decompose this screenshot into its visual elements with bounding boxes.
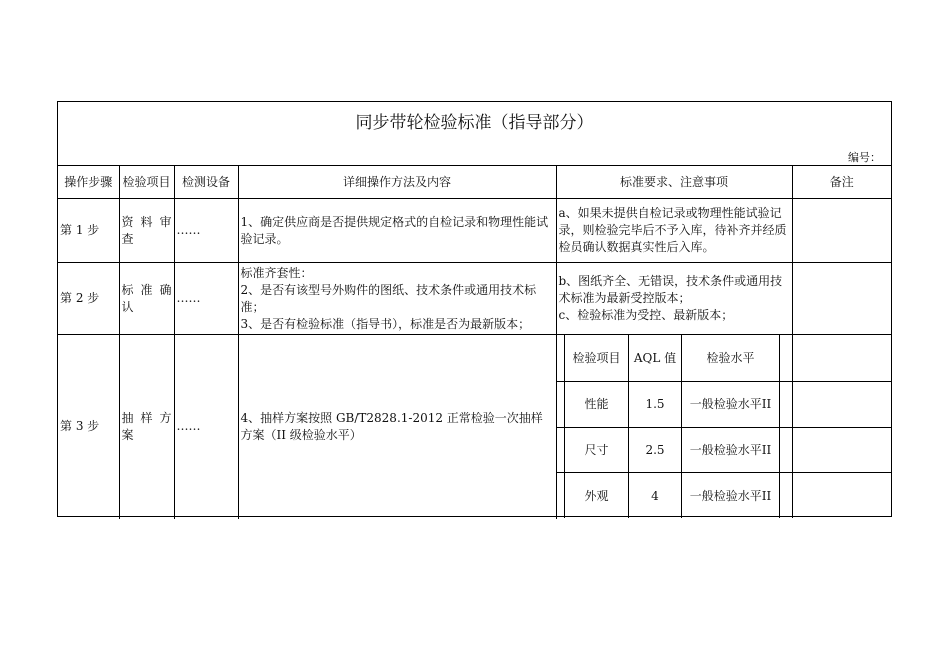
sampling-row	[557, 427, 892, 472]
method-cell: 4、抽样方案按照 GB/T2828.1-2012 正常检验一次抽样方案（II 级检验水平）	[238, 335, 556, 519]
sampling-plan-cell	[556, 335, 891, 519]
sampling-item: 性能	[565, 381, 629, 427]
step-cell: 第 2 步	[58, 263, 119, 335]
sampling-level: 一般检验水平II	[682, 381, 780, 427]
header-item: 检验项目	[119, 166, 174, 199]
requirement-line: b、图纸齐全、无错误，技术条件或通用技术标准为最新受控版本；	[558, 274, 783, 305]
sampling-aql: 4	[629, 472, 682, 518]
sampling-plan-table	[557, 335, 892, 518]
equipment-cell: ……	[174, 335, 238, 519]
sampling-row	[557, 381, 892, 427]
item-cell: 标 准 确认	[119, 263, 174, 335]
header-equipment: 检测设备	[174, 166, 238, 199]
step-cell: 第 1 步	[58, 199, 119, 263]
requirement-cell	[556, 263, 792, 335]
remark-cell	[793, 335, 892, 381]
requirement-line: c、检验标准为受控、最新版本；	[558, 308, 734, 322]
document-title: 同步带轮检验标准（指导部分）	[355, 113, 594, 133]
table-row	[58, 335, 891, 519]
table-row	[58, 199, 891, 263]
sampling-aql: 2.5	[629, 427, 682, 472]
sampling-header-aql: AQL 值	[629, 335, 682, 381]
sampling-level: 一般检验水平II	[682, 472, 780, 518]
remark-cell	[792, 199, 891, 263]
sampling-aql: 1.5	[629, 381, 682, 427]
header-method: 详细操作方法及内容	[238, 166, 556, 199]
sampling-header-item: 检验项目	[565, 335, 629, 381]
item-cell: 资 料 审查	[119, 199, 174, 263]
sampling-level: 一般检验水平II	[682, 427, 780, 472]
sampling-row	[557, 472, 892, 518]
method-line: 2、是否有该型号外购件的图纸、技术条件或通用技术标准；	[240, 282, 537, 314]
table-header-row	[58, 166, 891, 199]
sampling-header-level: 检验水平	[682, 335, 780, 381]
header-remark: 备注	[792, 166, 891, 199]
item-cell: 抽 样 方案	[119, 335, 174, 519]
sampling-item: 外观	[565, 472, 629, 518]
equipment-cell: ……	[174, 263, 238, 335]
requirement-cell: a、如果未提供自检记录或物理性能试验记录，则检验完毕后不予入库，待补齐并经质检员确认数据真实性后入库。	[556, 199, 792, 263]
remark-cell	[792, 263, 891, 335]
inspection-table	[58, 165, 891, 519]
equipment-cell: ……	[174, 199, 238, 263]
header-requirement: 标准要求、注意事项	[556, 166, 792, 199]
sampling-item: 尺寸	[565, 427, 629, 472]
table-row	[58, 263, 891, 335]
method-line: 3、是否有检验标准（指导书），标准是否为最新版本；	[240, 316, 531, 331]
method-cell	[238, 263, 556, 335]
method-line: 标准齐套性：	[240, 265, 313, 280]
inspection-standard-sheet	[57, 101, 892, 517]
method-cell: 1、确定供应商是否提供规定格式的自检记录和物理性能试验记录。	[238, 199, 556, 263]
sampling-header-row	[557, 335, 892, 381]
step-cell: 第 3 步	[58, 335, 119, 519]
header-step: 操作步骤	[58, 166, 119, 199]
document-number-label: 编号：	[848, 151, 881, 164]
